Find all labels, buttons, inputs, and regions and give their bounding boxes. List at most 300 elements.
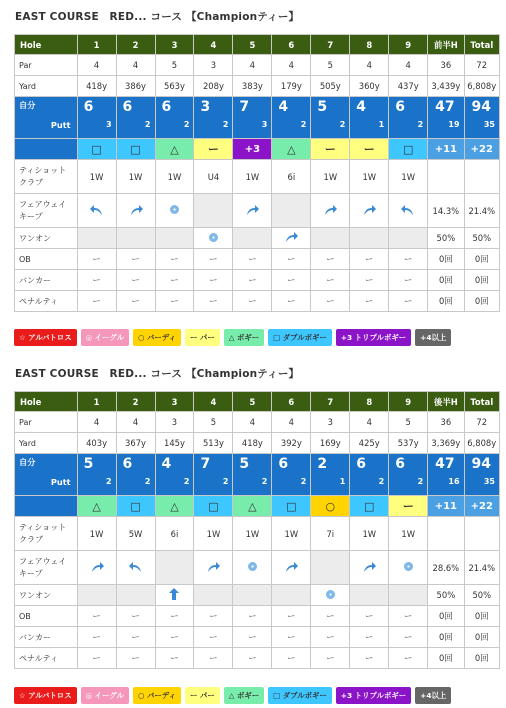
legend-dbl: □ ダブルボギー	[268, 687, 332, 704]
penalty-row-cell: ー	[233, 648, 272, 669]
score-cell	[77, 454, 116, 496]
total-header: Total	[464, 35, 499, 55]
par-row-cell: 4	[350, 412, 389, 433]
half-result: +11	[428, 139, 464, 160]
tee-club-cell: 7i	[311, 517, 350, 551]
ob-row-half-sum: 0回	[428, 606, 464, 627]
putt-count: 2	[183, 120, 190, 129]
bunker-row-cell: ー	[116, 270, 155, 291]
arrow-left-icon	[77, 194, 116, 228]
tee-club-cell: 1W	[389, 160, 428, 194]
yard-row-cell: 145y	[155, 433, 194, 454]
legend-bir: ○ バーディ	[133, 687, 181, 704]
score-label-cell	[15, 97, 78, 139]
bunker-row-cell: ー	[77, 270, 116, 291]
tee-club-cell: 1W	[194, 517, 233, 551]
ob-row-cell: ー	[77, 606, 116, 627]
putt-count: 2	[378, 477, 385, 486]
course-title: EAST COURSE RED... コース 【Championティー】	[15, 11, 300, 23]
green-on-row-empty-cell	[194, 585, 233, 606]
score-cell	[116, 97, 155, 139]
green-on-row-empty-cell	[350, 228, 389, 249]
arrow-right-icon	[77, 551, 116, 585]
penalty-row-cell: ー	[155, 291, 194, 312]
par-row-cell: 4	[233, 55, 272, 76]
tee-half-sum	[428, 160, 464, 194]
bunker-row-cell: ー	[116, 627, 155, 648]
ob-row-cell: ー	[116, 249, 155, 270]
green-on-row-empty-cell	[233, 228, 272, 249]
arrow-right-icon	[350, 551, 389, 585]
par-row	[15, 55, 500, 76]
green-on-row-empty-cell	[350, 585, 389, 606]
score-label-cell	[15, 454, 78, 496]
ob-row-cell: ー	[311, 249, 350, 270]
tee-club-label: ティショット クラブ	[15, 160, 78, 194]
result-mark: ー	[350, 139, 389, 160]
stroke-count: 2	[317, 456, 328, 472]
par-row-cell: 4	[272, 412, 311, 433]
hole-label: Hole	[15, 35, 78, 55]
hole-number: 2	[116, 35, 155, 55]
hole-label: Hole	[15, 392, 78, 412]
green-on-row-empty-cell	[155, 228, 194, 249]
tee-total	[464, 517, 499, 551]
green-on-row-empty-cell	[389, 585, 428, 606]
stroke-count: 6	[83, 99, 94, 115]
result-mark: □	[116, 139, 155, 160]
par-row-cell: 3	[311, 412, 350, 433]
stroke-count: 7	[239, 99, 250, 115]
penalty-row-cell: ー	[116, 648, 155, 669]
hole-number: 4	[194, 35, 233, 55]
legend-par: ー パー	[185, 687, 220, 704]
result-label-cell	[15, 139, 78, 160]
arrow-right-icon	[272, 551, 311, 585]
half-sum-header: 後半H	[428, 392, 464, 412]
tee-club-cell: 5W	[116, 517, 155, 551]
arrow-right-icon	[233, 194, 272, 228]
score-cell	[272, 97, 311, 139]
bunker-row-cell: ー	[77, 627, 116, 648]
result-mark: □	[389, 139, 428, 160]
result-mark: △	[272, 139, 311, 160]
penalty-row-cell: ー	[389, 291, 428, 312]
yard-row-cell: 425y	[350, 433, 389, 454]
result-mark: ○	[311, 496, 350, 517]
score-cell	[155, 454, 194, 496]
hole-number: 7	[311, 35, 350, 55]
green-on-row-total: 50%	[464, 585, 499, 606]
bunker-row-label: バンカー	[15, 270, 78, 291]
bunker-row-total: 0回	[464, 270, 499, 291]
total-score-cell	[464, 454, 499, 496]
score-cell	[233, 97, 272, 139]
par-row-total: 72	[464, 55, 499, 76]
green-on-row-empty-cell	[77, 228, 116, 249]
tee-club-row	[15, 160, 500, 194]
fairway-keep-row-empty-cell	[155, 551, 194, 585]
penalty-row	[15, 291, 500, 312]
penalty-row	[15, 648, 500, 669]
green-on-row-total: 50%	[464, 228, 499, 249]
fairway-keep-row-half-sum: 14.3%	[428, 194, 464, 228]
ob-row-cell: ー	[389, 606, 428, 627]
stroke-count: 6	[395, 456, 405, 472]
ob-row-total: 0回	[464, 606, 499, 627]
putt-count: 3	[261, 120, 268, 129]
penalty-row-cell: ー	[155, 648, 194, 669]
arrow-right-icon	[311, 194, 350, 228]
putt-count: 2	[144, 477, 151, 486]
result-mark: □	[77, 139, 116, 160]
score-row	[15, 97, 500, 139]
stroke-count: 3	[200, 99, 211, 115]
result-mark: □	[116, 496, 155, 517]
putt-count: 2	[105, 477, 112, 486]
circle-icon	[155, 194, 194, 228]
penalty-row-cell: ー	[233, 291, 272, 312]
ob-row-cell: ー	[272, 606, 311, 627]
green-on-row-empty-cell	[389, 228, 428, 249]
result-row	[15, 139, 500, 160]
par-row-label: Par	[15, 55, 78, 76]
bunker-row-cell: ー	[194, 270, 233, 291]
result-mark: □	[350, 496, 389, 517]
half-score-cell	[428, 97, 464, 139]
legend-trp: +3 トリプルボギー	[336, 329, 411, 346]
tee-club-cell: 1W	[116, 160, 155, 194]
bunker-row-cell: ー	[155, 627, 194, 648]
bunker-row-total: 0回	[464, 627, 499, 648]
penalty-row-cell: ー	[311, 648, 350, 669]
penalty-row-cell: ー	[350, 291, 389, 312]
hole-header-row	[15, 35, 500, 55]
yard-row-cell: 367y	[116, 433, 155, 454]
tee-total	[464, 160, 499, 194]
par-row-total: 72	[464, 412, 499, 433]
hole-number: 3	[155, 392, 194, 412]
stroke-count: 4	[161, 456, 172, 472]
green-on-row-empty-cell	[116, 228, 155, 249]
fairway-keep-row-label: フェアウェイ キープ	[15, 551, 78, 585]
par-row-half-sum: 36	[428, 412, 464, 433]
tee-club-cell: 1W	[389, 517, 428, 551]
ob-row-cell: ー	[77, 249, 116, 270]
arrow-right-icon	[194, 551, 233, 585]
putt-count: 2	[300, 120, 307, 129]
score-cell	[233, 454, 272, 496]
penalty-row-half-sum: 0回	[428, 648, 464, 669]
tee-club-cell: 1W	[350, 160, 389, 194]
half-score-cell	[428, 454, 464, 496]
par-row-cell: 3	[155, 412, 194, 433]
fairway-keep-row-empty-cell	[194, 194, 233, 228]
tee-club-cell: 1W	[272, 517, 311, 551]
putt-count: 1	[378, 120, 385, 129]
yard-row-half-sum: 3,439y	[428, 76, 464, 97]
putt-count: 2	[144, 120, 151, 129]
tee-club-row	[15, 517, 500, 551]
my-score-label: 自分	[19, 457, 36, 467]
score-cell	[194, 97, 233, 139]
stroke-count: 4	[278, 99, 289, 115]
ob-row-cell: ー	[311, 606, 350, 627]
bunker-row-cell: ー	[155, 270, 194, 291]
tee-club-cell: 1W	[77, 160, 116, 194]
yard-row-cell: 418y	[77, 76, 116, 97]
circle-icon	[194, 228, 233, 249]
score-cell	[194, 454, 233, 496]
result-mark: △	[155, 496, 194, 517]
bunker-row-cell: ー	[272, 270, 311, 291]
hole-number: 4	[194, 392, 233, 412]
putt-count: 2	[417, 477, 424, 486]
half-sum-header: 前半H	[428, 35, 464, 55]
result-mark: ー	[311, 139, 350, 160]
stroke-count: 6	[278, 456, 289, 472]
yard-row-label: Yard	[15, 76, 78, 97]
green-on-row-empty-cell	[272, 585, 311, 606]
hole-number: 6	[272, 392, 311, 412]
putt-count: 1	[339, 477, 346, 486]
penalty-row-cell: ー	[194, 648, 233, 669]
stroke-count: 6	[122, 99, 133, 115]
ob-row-cell: ー	[155, 606, 194, 627]
total-stroke: 94	[471, 99, 491, 115]
result-mark: +3	[233, 139, 272, 160]
half-stroke-total: 47	[435, 99, 455, 115]
arrow-right-icon	[350, 194, 389, 228]
par-row-label: Par	[15, 412, 78, 433]
hole-number: 8	[350, 392, 389, 412]
legend-bog: △ ボギー	[224, 329, 264, 346]
par-row-cell: 5	[311, 55, 350, 76]
arrow-right-icon	[116, 194, 155, 228]
tee-club-cell: 1W	[77, 517, 116, 551]
green-on-row-half-sum: 50%	[428, 585, 464, 606]
yard-row-cell: 208y	[194, 76, 233, 97]
par-row-cell: 4	[116, 412, 155, 433]
total-result: +22	[464, 496, 499, 517]
tee-club-cell: 1W	[311, 160, 350, 194]
putt-count: 2	[222, 477, 229, 486]
putt-count: 2	[222, 120, 229, 129]
putt-label: Putt	[50, 477, 71, 487]
par-row-cell: 4	[233, 412, 272, 433]
penalty-row-cell: ー	[272, 648, 311, 669]
ob-row-cell: ー	[350, 249, 389, 270]
tee-club-cell: 1W	[233, 517, 272, 551]
hole-header-row	[15, 392, 500, 412]
par-row-cell: 5	[155, 55, 194, 76]
stroke-count: 5	[239, 456, 250, 472]
legend-bog: △ ボギー	[224, 687, 264, 704]
yard-row-cell: 505y	[311, 76, 350, 97]
score-cell	[350, 97, 389, 139]
bunker-row-label: バンカー	[15, 627, 78, 648]
stroke-count: 5	[317, 99, 328, 115]
green-on-row-label: ワンオン	[15, 228, 78, 249]
bunker-row-cell: ー	[389, 627, 428, 648]
stroke-count: 6	[161, 99, 172, 115]
legend-par: ー パー	[185, 329, 220, 346]
bunker-row-half-sum: 0回	[428, 627, 464, 648]
scorecard-table	[14, 391, 500, 669]
hole-number: 2	[116, 392, 155, 412]
half-putt-total: 16	[448, 477, 460, 486]
fairway-keep-row	[15, 194, 500, 228]
arrow-left-icon	[389, 194, 428, 228]
fairway-keep-row	[15, 551, 500, 585]
tee-club-cell: 1W	[350, 517, 389, 551]
tee-club-cell: U4	[194, 160, 233, 194]
result-mark: △	[155, 139, 194, 160]
yard-row	[15, 76, 500, 97]
yard-row-total: 6,808y	[464, 76, 499, 97]
penalty-row-half-sum: 0回	[428, 291, 464, 312]
yard-row-label: Yard	[15, 433, 78, 454]
bunker-row-cell: ー	[194, 627, 233, 648]
ob-row-total: 0回	[464, 249, 499, 270]
yard-row-cell: 537y	[389, 433, 428, 454]
arrow-up-icon	[155, 585, 194, 606]
bunker-row	[15, 270, 500, 291]
penalty-row-cell: ー	[77, 648, 116, 669]
my-score-label: 自分	[19, 100, 36, 110]
yard-row	[15, 433, 500, 454]
putt-count: 2	[417, 120, 424, 129]
penalty-row-cell: ー	[389, 648, 428, 669]
score-cell	[272, 454, 311, 496]
fairway-keep-row-total: 21.4%	[464, 194, 499, 228]
result-mark: ー	[194, 139, 233, 160]
hole-number: 9	[389, 35, 428, 55]
green-on-row-empty-cell	[311, 228, 350, 249]
ob-row-cell: ー	[194, 249, 233, 270]
course-title: EAST COURSE RED... コース 【Championティー】	[15, 368, 300, 380]
result-label-cell	[15, 496, 78, 517]
legend-trp: +3 トリプルボギー	[336, 687, 411, 704]
penalty-row-total: 0回	[464, 648, 499, 669]
legend-eag: ◎ イーグル	[81, 329, 129, 346]
yard-row-cell: 513y	[194, 433, 233, 454]
tee-club-cell: 6i	[272, 160, 311, 194]
green-on-row	[15, 585, 500, 606]
par-row-cell: 3	[194, 55, 233, 76]
putt-count: 2	[261, 477, 268, 486]
yard-row-cell: 392y	[272, 433, 311, 454]
green-on-row-label: ワンオン	[15, 585, 78, 606]
par-row-cell: 4	[77, 412, 116, 433]
par-row-cell: 5	[194, 412, 233, 433]
result-mark: □	[272, 496, 311, 517]
fairway-keep-row-empty-cell	[272, 194, 311, 228]
score-legend	[14, 687, 500, 704]
par-row-cell: 4	[77, 55, 116, 76]
hole-number: 5	[233, 392, 272, 412]
ob-row-cell: ー	[272, 249, 311, 270]
score-cell	[311, 97, 350, 139]
par-row-cell: 5	[389, 412, 428, 433]
ob-row-half-sum: 0回	[428, 249, 464, 270]
yard-row-half-sum: 3,369y	[428, 433, 464, 454]
score-cell	[155, 97, 194, 139]
bunker-row-cell: ー	[350, 270, 389, 291]
fairway-keep-row-empty-cell	[311, 551, 350, 585]
hole-number: 1	[77, 392, 116, 412]
ob-row-cell: ー	[233, 249, 272, 270]
hole-number: 3	[155, 35, 194, 55]
yard-row-cell: 179y	[272, 76, 311, 97]
score-cell	[350, 454, 389, 496]
hole-number: 6	[272, 35, 311, 55]
result-mark: △	[77, 496, 116, 517]
putt-count: 2	[183, 477, 190, 486]
scorecard-back	[14, 364, 500, 700]
ob-row	[15, 606, 500, 627]
total-result: +22	[464, 139, 499, 160]
tee-half-sum	[428, 517, 464, 551]
stroke-count: 6	[395, 99, 405, 115]
half-result: +11	[428, 496, 464, 517]
tee-club-cell: 6i	[155, 517, 194, 551]
yard-row-cell: 403y	[77, 433, 116, 454]
yard-row-cell: 418y	[233, 433, 272, 454]
hole-number: 7	[311, 392, 350, 412]
bunker-row-half-sum: 0回	[428, 270, 464, 291]
total-stroke: 94	[471, 456, 491, 472]
bunker-row-cell: ー	[350, 627, 389, 648]
green-on-row-half-sum: 50%	[428, 228, 464, 249]
legend-alb: ☆ アルバトロス	[14, 687, 77, 704]
legend-dbl: □ ダブルボギー	[268, 329, 332, 346]
legend-eag: ◎ イーグル	[81, 687, 129, 704]
total-header: Total	[464, 392, 499, 412]
green-on-row	[15, 228, 500, 249]
hole-number: 1	[77, 35, 116, 55]
par-row-half-sum: 36	[428, 55, 464, 76]
fairway-keep-row-label: フェアウェイ キープ	[15, 194, 78, 228]
par-row	[15, 412, 500, 433]
ob-row-cell: ー	[350, 606, 389, 627]
score-cell	[389, 97, 428, 139]
bunker-row-cell: ー	[233, 627, 272, 648]
legend-four: +4以上	[415, 687, 451, 704]
score-cell	[77, 97, 116, 139]
fairway-keep-row-half-sum: 28.6%	[428, 551, 464, 585]
stroke-count: 6	[122, 456, 133, 472]
green-on-row-empty-cell	[77, 585, 116, 606]
score-cell	[311, 454, 350, 496]
half-putt-total: 19	[448, 120, 460, 129]
circle-icon	[233, 551, 272, 585]
penalty-row-label: ペナルティ	[15, 648, 78, 669]
ob-row	[15, 249, 500, 270]
stroke-count: 7	[200, 456, 211, 472]
ob-row-cell: ー	[194, 606, 233, 627]
penalty-row-total: 0回	[464, 291, 499, 312]
total-putt: 35	[483, 477, 495, 486]
score-row	[15, 454, 500, 496]
result-row	[15, 496, 500, 517]
arrow-right-icon	[272, 228, 311, 249]
yard-row-cell: 563y	[155, 76, 194, 97]
stroke-count: 5	[83, 456, 94, 472]
par-row-cell: 4	[350, 55, 389, 76]
result-mark: △	[233, 496, 272, 517]
penalty-row-label: ペナルティ	[15, 291, 78, 312]
